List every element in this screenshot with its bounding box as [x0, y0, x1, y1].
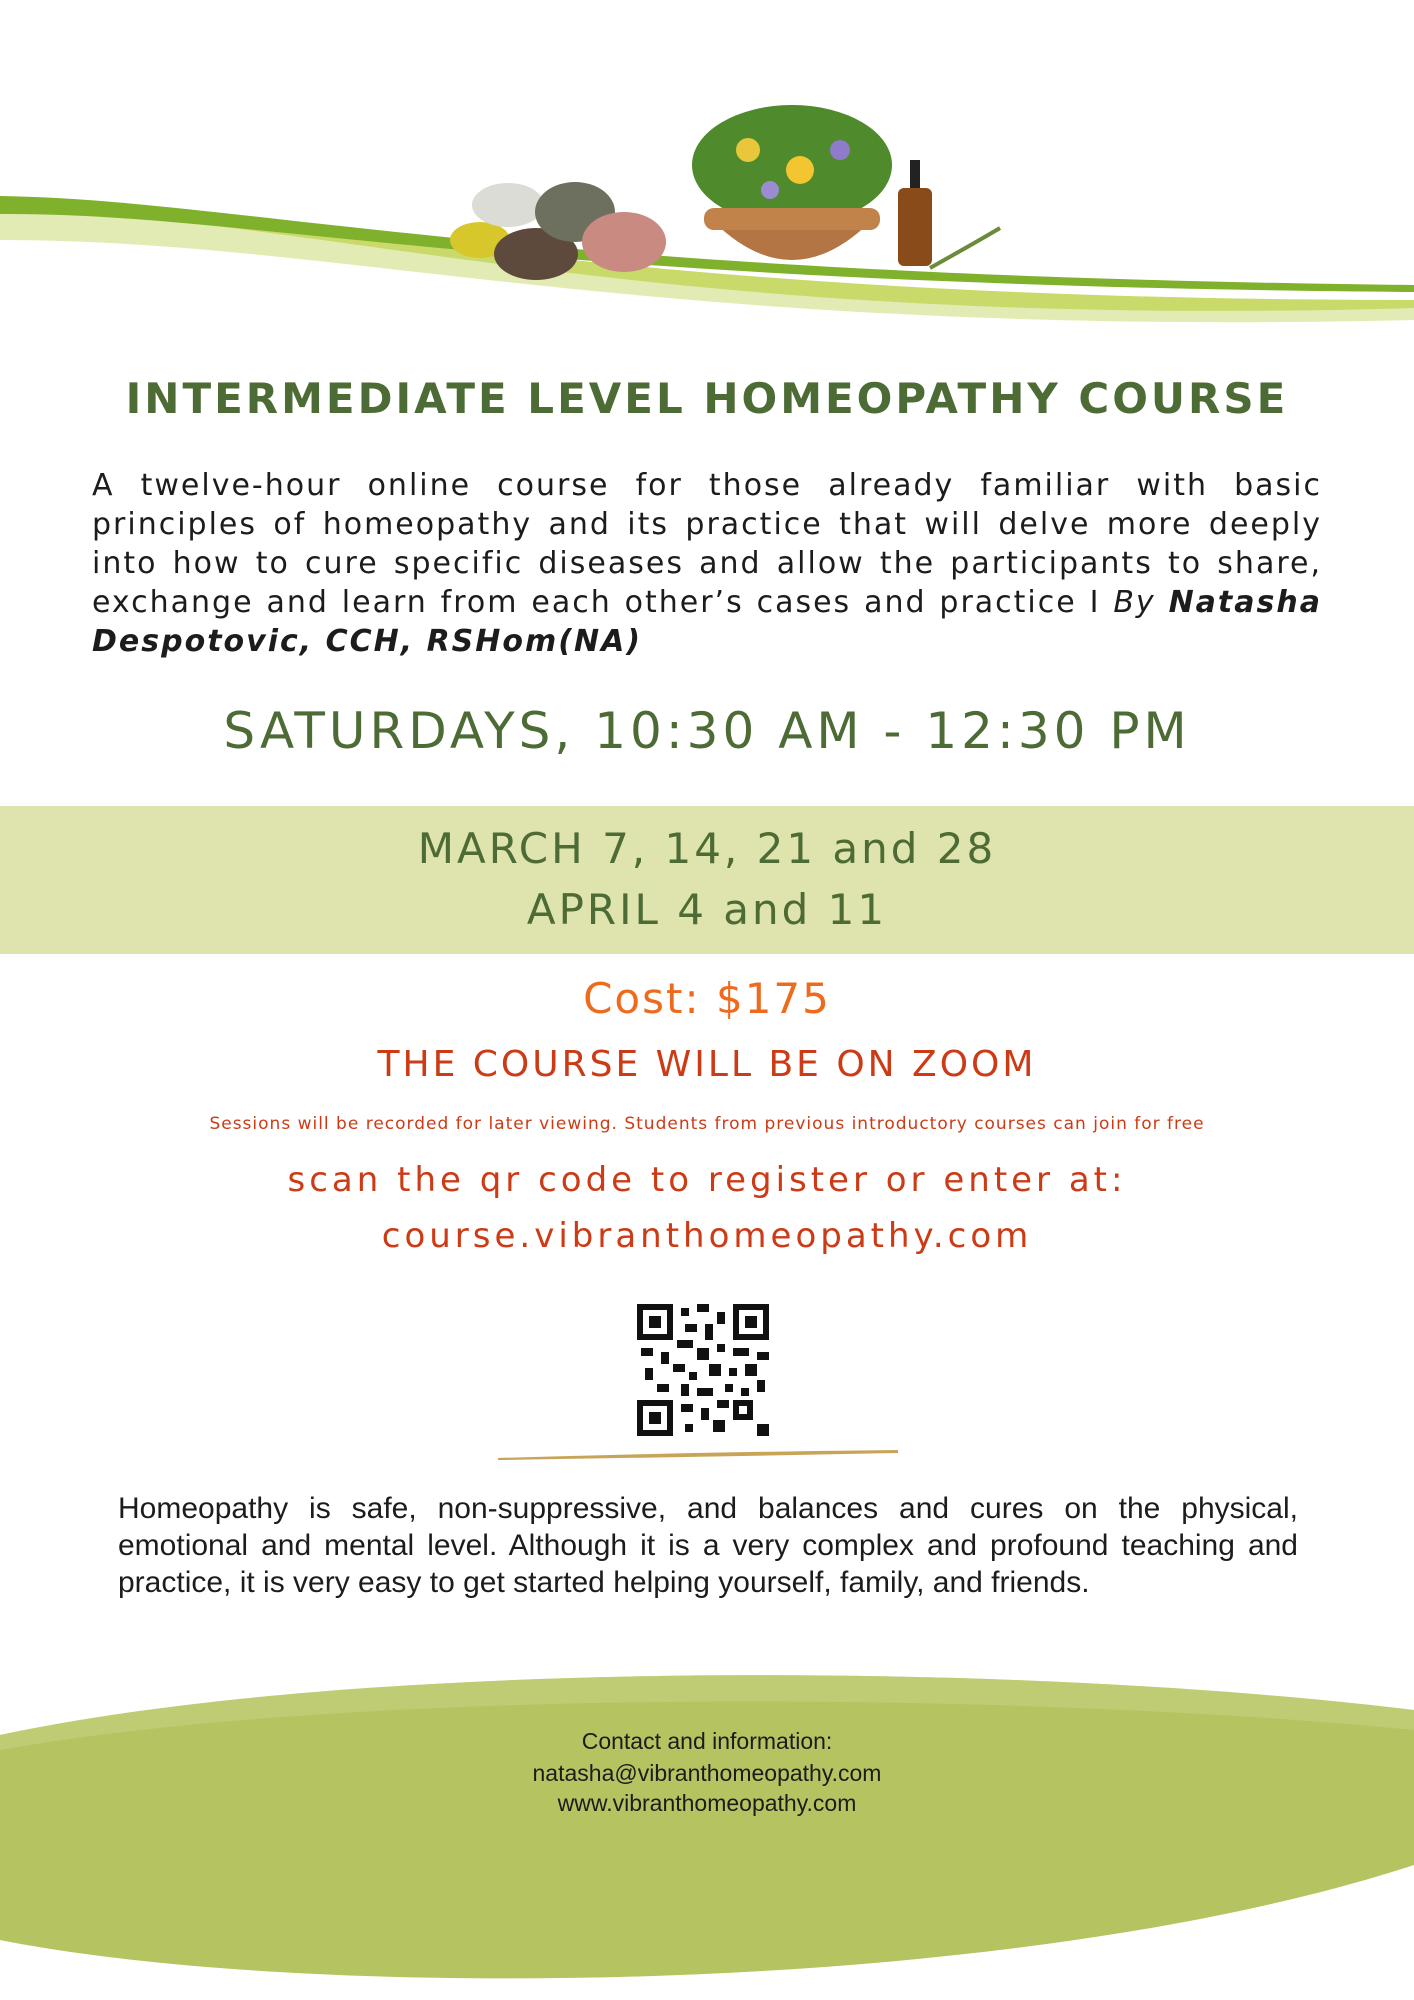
course-cost: Cost: $175	[583, 974, 831, 1023]
description-text: A twelve-hour online course for those already familiar with basic principles of homeopathy and its practice that will delve more deeply into how to cure specific diseases and allow the participants to share, exchange and learn from each other’s cases and practice I	[92, 468, 1322, 620]
dates-march: MARCH 7, 14, 21 and 28	[417, 824, 997, 873]
course-description	[92, 466, 1322, 661]
contact-heading: Contact and information:	[581, 1728, 833, 1754]
byline-prefix: By	[1113, 585, 1156, 620]
about-homeopathy: Homeopathy is safe, non-suppressive, and balances and cures on the physical, emotional and mental level. Although it is a very complex and profound teaching and practice, it is very easy to get started helping yourself, family, and friends.	[118, 1492, 1298, 1599]
footer-wave	[0, 1640, 1414, 2000]
contact-website-link[interactable]: www.vibranthomeopathy.com	[557, 1790, 857, 1816]
register-prompt: scan the qr code to register or enter at:	[287, 1160, 1127, 1200]
author-name: Natasha Despotovic, CCH, RSHom(NA)	[92, 585, 1322, 659]
header-remedies-illustration	[0, 0, 1414, 340]
sessions-note: Sessions will be recorded for later viewing. Students from previous introductory courses can join for free	[209, 1114, 1205, 1134]
contact-email-link[interactable]: natasha@vibranthomeopathy.com	[532, 1760, 882, 1786]
qr-code-icon[interactable]	[637, 1304, 769, 1436]
schedule-time: SATURDAYS, 10:30 AM - 12:30 PM	[223, 702, 1191, 760]
register-url-link[interactable]: course.vibranthomeopathy.com	[381, 1216, 1033, 1256]
platform-note: THE COURSE WILL BE ON ZOOM	[377, 1044, 1037, 1085]
course-title: INTERMEDIATE LEVEL HOMEOPATHY COURSE	[125, 374, 1289, 423]
dates-april: APRIL 4 and 11	[526, 885, 888, 934]
divider	[498, 1448, 898, 1462]
